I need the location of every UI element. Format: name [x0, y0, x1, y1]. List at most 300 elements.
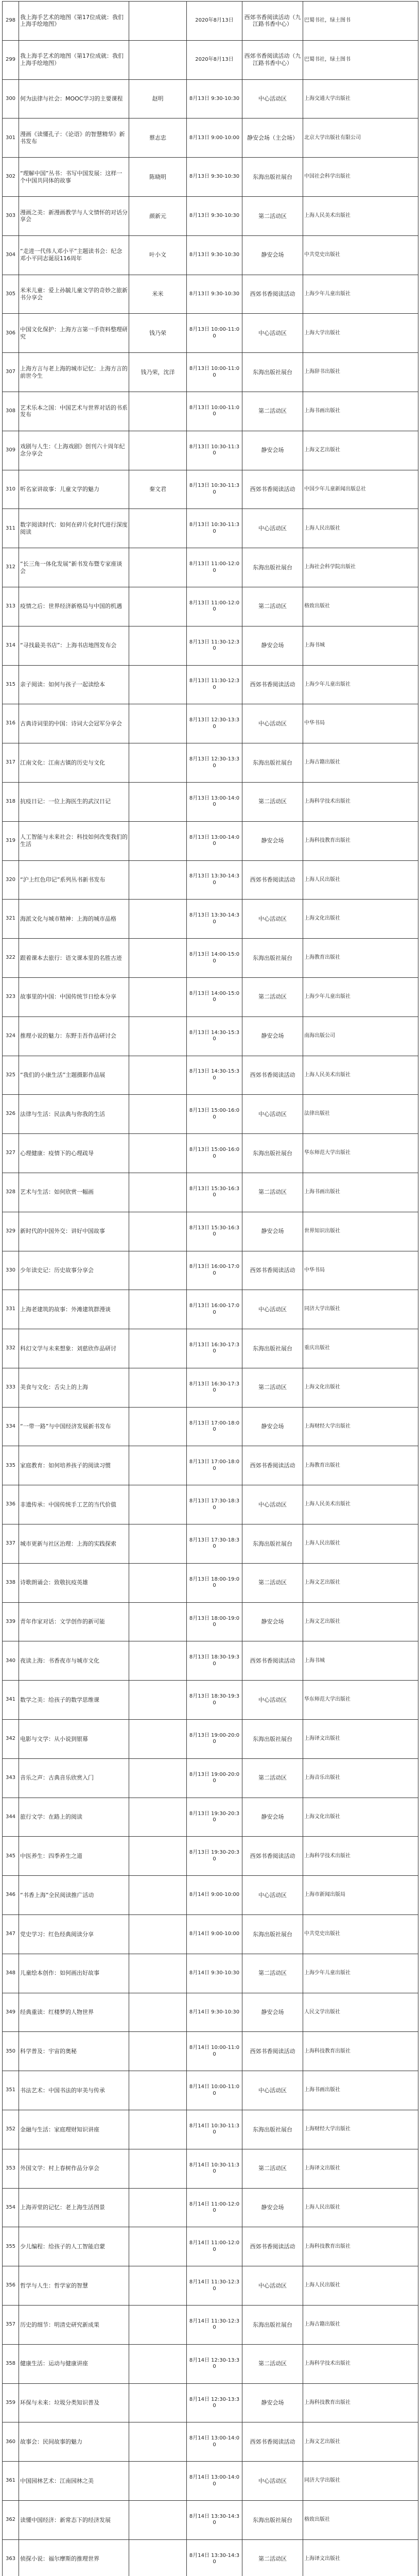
activity-time: 8月13日 10:00-11:00 [187, 353, 242, 392]
guest-name [129, 1173, 187, 1212]
organizer: 上海文艺出版社 [303, 431, 418, 470]
activity-time: 8月13日 17:00-18:00 [187, 1407, 242, 1446]
row-number: 331 [3, 1290, 19, 1329]
row-number: 330 [3, 1251, 19, 1290]
row-number: 310 [3, 470, 19, 509]
row-number: 332 [3, 1329, 19, 1368]
guest-name [129, 1915, 187, 1954]
activity-venue: 中心活动区 [242, 509, 303, 548]
activity-time: 8月13日 19:30-20:30 [187, 1837, 242, 1876]
activity-title: 书法艺术：中国书法的审美与传承 [19, 2071, 129, 2110]
activity-venue: 第二活动区 [242, 2149, 303, 2188]
guest-name [129, 665, 187, 704]
table-row [3, 1915, 418, 1954]
row-number: 329 [3, 1212, 19, 1251]
activity-title: 金融与生活：家庭理财知识讲座 [19, 2110, 129, 2149]
organizer: 上海市新闻出版局 [303, 1876, 418, 1915]
organizer: 上海音乐出版社 [303, 1758, 418, 1798]
guest-name [129, 392, 187, 431]
organizer: 华东师范大学出版社 [303, 1134, 418, 1173]
activity-time: 8月13日 9:30-10:30 [187, 158, 242, 197]
activity-venue: 东海出版社展台 [242, 1720, 303, 1759]
activity-venue: 中心活动区 [242, 900, 303, 939]
activity-time: 8月14日 12:30-13:30 [187, 2344, 242, 2383]
row-number: 304 [3, 235, 19, 275]
guest-name: 蔡志忠 [129, 118, 187, 158]
guest-name: 钱乃荣 [129, 314, 187, 353]
row-number: 351 [3, 2071, 19, 2110]
activity-time: 8月13日 12:30-13:30 [187, 704, 242, 743]
activity-title: 海派文化与城市精神：上海的城市品格 [19, 900, 129, 939]
activity-time: 8月14日 9:30-10:30 [187, 1954, 242, 1993]
table-row [3, 2306, 418, 2345]
row-number: 343 [3, 1758, 19, 1798]
activity-time: 8月13日 9:00-10:00 [187, 118, 242, 158]
organizer: 上海文化出版社 [303, 1798, 418, 1837]
activity-time: 8月14日 10:30-11:30 [187, 2149, 242, 2188]
activity-title: 外国文学：村上春树作品分享会 [19, 2149, 129, 2188]
activity-time: 8月13日 19:00-20:00 [187, 1720, 242, 1759]
activity-time: 8月13日 11:00-12:00 [187, 548, 242, 587]
activity-title: 中国文化保护：上海方言第一手资料整理研究 [19, 314, 129, 353]
organizer: 巴蜀书社，绿土图书 [303, 40, 418, 79]
organizer: 上海少年儿童出版社 [303, 977, 418, 1016]
table-row [3, 1681, 418, 1720]
activity-venue: 东海出版社展台 [242, 548, 303, 587]
table-row [3, 626, 418, 665]
activity-title: 青年作家对话：文学创作的新可能 [19, 1602, 129, 1641]
organizer: 上海科学技术出版社 [303, 782, 418, 821]
organizer: 上海古籍出版社 [303, 2306, 418, 2345]
activity-time: 2020年8月13日 [187, 40, 242, 79]
activity-time: 8月13日 9:30-10:30 [187, 235, 242, 275]
activity-venue: 第二活动区 [242, 2539, 303, 2576]
organizer: 上海书画出版社 [303, 392, 418, 431]
activity-title: 经典重读：红楼梦的人物世界 [19, 1993, 129, 2032]
organizer: 世界知识出版社 [303, 1212, 418, 1251]
activity-venue: 中心活动区 [242, 1876, 303, 1915]
row-number: 321 [3, 900, 19, 939]
activity-venue: 第二活动区 [242, 1954, 303, 1993]
activity-venue: 西郊书香阅读活动 [242, 1251, 303, 1290]
table-row [3, 2, 418, 41]
guest-name [129, 782, 187, 821]
organizer: 上海人民美术出版社 [303, 196, 418, 235]
activity-venue: 东海出版社展台 [242, 353, 303, 392]
guest-name [129, 900, 187, 939]
organizer: 法律出版社 [303, 1095, 418, 1134]
table-row [3, 431, 418, 470]
guest-name [129, 626, 187, 665]
table-row [3, 1212, 418, 1251]
row-number: 319 [3, 821, 19, 860]
activity-time: 8月14日 9:30-10:30 [187, 1993, 242, 2032]
activity-title: 侦探小说：福尔摩斯的推理世界 [19, 2539, 129, 2576]
organizer: 上海社会科学院出版社 [303, 548, 418, 587]
row-number: 352 [3, 2110, 19, 2149]
activity-title: 家庭教育：如何培养孩子的阅读习惯 [19, 1446, 129, 1485]
activity-venue: 第二活动区 [242, 587, 303, 626]
guest-name [129, 587, 187, 626]
activity-title: 我上海手艺术的地图《第17位成就：我们上海手绘地图》 [19, 2, 129, 41]
guest-name [129, 1368, 187, 1407]
table-row [3, 939, 418, 978]
table-row [3, 2110, 418, 2149]
activity-title: 非遗传承：中国传统手工艺的当代价值 [19, 1485, 129, 1524]
organizer: 同济大学出版社 [303, 2462, 418, 2501]
table-row [3, 1446, 418, 1485]
activity-title: 读懂中国经济：新常态下的经济发展 [19, 2501, 129, 2540]
table-row [3, 2539, 418, 2576]
guest-name [129, 2306, 187, 2345]
activity-time: 8月13日 13:30-14:30 [187, 860, 242, 900]
guest-name [129, 2188, 187, 2227]
table-row [3, 1641, 418, 1681]
activity-time: 8月13日 10:30-11:30 [187, 431, 242, 470]
activity-title: 历史的细节：明清史研究新成果 [19, 2306, 129, 2345]
activity-venue: 第二活动区 [242, 1368, 303, 1407]
guest-name [129, 548, 187, 587]
activity-time: 8月14日 13:00-14:00 [187, 2462, 242, 2501]
row-number: 336 [3, 1485, 19, 1524]
activity-title: 漫画《读懂孔子：《论语》的智慧精华》新书发布 [19, 118, 129, 158]
table-row [3, 548, 418, 587]
activity-title: 米米儿童：爱上孙毓儿童文学的奇妙之旅新书分享会 [19, 275, 129, 314]
activity-venue: 第二活动区 [242, 782, 303, 821]
activity-title: 中医养生：四季养生之道 [19, 1837, 129, 1876]
table-row [3, 40, 418, 79]
table-row [3, 392, 418, 431]
activity-venue: 西郊书香阅读活动（九江路书香中心） [242, 2, 303, 41]
table-row [3, 1173, 418, 1212]
row-number: 354 [3, 2188, 19, 2227]
table-row [3, 1563, 418, 1602]
activity-schedule-table [2, 1, 418, 2576]
activity-title: “沪上红色印记”系列丛书新书发布 [19, 860, 129, 900]
row-number: 335 [3, 1446, 19, 1485]
table-row [3, 79, 418, 118]
activity-title: 哲学与人生：哲学家的智慧 [19, 2266, 129, 2306]
activity-title: 跟着课本去旅行：语文课本里的名胜古迹 [19, 939, 129, 978]
activity-title: “书香上海”全民阅读推广活动 [19, 1876, 129, 1915]
row-number: 341 [3, 1681, 19, 1720]
activity-venue: 中心活动区 [242, 1290, 303, 1329]
activity-title: 上海弄堂的记忆：老上海生活图景 [19, 2188, 129, 2227]
organizer: 中国少年儿童新闻出版总社 [303, 470, 418, 509]
activity-time: 8月13日 19:00-20:00 [187, 1758, 242, 1798]
activity-venue: 东海出版社展台 [242, 939, 303, 978]
guest-name [129, 1837, 187, 1876]
activity-venue: 静安会场 [242, 821, 303, 860]
organizer: 上海科技教育出版社 [303, 2383, 418, 2422]
organizer: 上海书城 [303, 626, 418, 665]
activity-time: 8月14日 13:30-14:30 [187, 2539, 242, 2576]
activity-venue: 东海出版社展台 [242, 2110, 303, 2149]
row-number: 323 [3, 977, 19, 1016]
activity-venue: 中心活动区 [242, 704, 303, 743]
activity-title: 江南文化：江南古镇的历史与文化 [19, 743, 129, 783]
activity-title: 城市更新与社区治理：上海的实践探索 [19, 1524, 129, 1564]
activity-time: 8月13日 16:30-17:30 [187, 1368, 242, 1407]
row-number: 325 [3, 1056, 19, 1095]
guest-name [129, 939, 187, 978]
activity-title: 上海方言与老上海的城市记忆：上海方言的前世今生 [19, 353, 129, 392]
row-number: 314 [3, 626, 19, 665]
activity-title: 科幻文学与未来想象：刘慈欣作品研讨 [19, 1329, 129, 1368]
activity-time: 8月13日 15:00-16:00 [187, 1095, 242, 1134]
table-row [3, 2227, 418, 2266]
activity-time: 8月13日 18:30-19:30 [187, 1681, 242, 1720]
organizer: 上海译文出版社 [303, 2539, 418, 2576]
activity-time: 8月13日 11:30-12:30 [187, 626, 242, 665]
organizer: 上海人民出版社 [303, 509, 418, 548]
guest-name [129, 40, 187, 79]
activity-venue: 静安会场（主会场） [242, 118, 303, 158]
guest-name [129, 1056, 187, 1095]
guest-name [129, 821, 187, 860]
activity-time: 8月14日 13:30-14:30 [187, 2501, 242, 2540]
activity-venue: 西郊书香阅读活动 [242, 470, 303, 509]
guest-name [129, 2149, 187, 2188]
activity-title: 儿童绘本创作：如何画出好故事 [19, 1954, 129, 1993]
guest-name [129, 2422, 187, 2462]
activity-time: 8月13日 12:30-13:30 [187, 743, 242, 783]
activity-venue: 第二活动区 [242, 2344, 303, 2383]
table-row [3, 1524, 418, 1564]
row-number: 302 [3, 158, 19, 197]
row-number: 306 [3, 314, 19, 353]
row-number: 357 [3, 2306, 19, 2345]
organizer: 上海文艺出版社 [303, 1602, 418, 1641]
organizer: 中华书局 [303, 704, 418, 743]
row-number: 340 [3, 1641, 19, 1681]
table-row [3, 1329, 418, 1368]
activity-title: “我们的小康生活”主题摄影作品展 [19, 1056, 129, 1095]
organizer: 上海译文出版社 [303, 2149, 418, 2188]
activity-title: 戏剧与人生：《上海戏剧》创刊六十周年纪念分享会 [19, 431, 129, 470]
activity-time: 8月13日 14:00-15:00 [187, 939, 242, 978]
guest-name [129, 2, 187, 41]
activity-title: 故事里的中国：中国传统节日绘本分享 [19, 977, 129, 1016]
organizer: 上海科学技术出版社 [303, 2344, 418, 2383]
activity-venue: 中心活动区 [242, 79, 303, 118]
activity-venue: 静安会场 [242, 431, 303, 470]
guest-name [129, 1407, 187, 1446]
guest-name: 米米 [129, 275, 187, 314]
organizer: 上海书画出版社 [303, 1173, 418, 1212]
activity-venue: 东海出版社展台 [242, 2306, 303, 2345]
activity-title: 少儿编程：给孩子的人工智能启蒙 [19, 2227, 129, 2266]
guest-name [129, 704, 187, 743]
activity-title: 古典诗词里的中国：诗词大会冠军分享会 [19, 704, 129, 743]
activity-time: 8月13日 10:00-11:00 [187, 314, 242, 353]
row-number: 338 [3, 1563, 19, 1602]
activity-time: 8月13日 10:30-11:30 [187, 470, 242, 509]
organizer: 上海人民出版社 [303, 2188, 418, 2227]
table-row [3, 1368, 418, 1407]
table-row [3, 314, 418, 353]
activity-title: 亲子阅读：如何与孩子一起读绘本 [19, 665, 129, 704]
guest-name [129, 1446, 187, 1485]
guest-name: 钱乃荣，沈洋 [129, 353, 187, 392]
guest-name [129, 1290, 187, 1329]
table-row [3, 977, 418, 1016]
organizer: 上海少年儿童出版社 [303, 275, 418, 314]
row-number: 344 [3, 1798, 19, 1837]
organizer: 中国社会科学出版社 [303, 158, 418, 197]
organizer: 上海辞书出版社 [303, 353, 418, 392]
row-number: 353 [3, 2149, 19, 2188]
activity-title: 疫情之后：世界经济新格局与中国的机遇 [19, 587, 129, 626]
row-number: 299 [3, 40, 19, 79]
organizer: 华东师范大学出版社 [303, 1681, 418, 1720]
activity-time: 8月13日 18:30-19:30 [187, 1641, 242, 1681]
activity-venue: 中心活动区 [242, 2266, 303, 2306]
table-row [3, 1290, 418, 1329]
activity-time: 8月13日 16:30-17:30 [187, 1329, 242, 1368]
organizer: 上海文化出版社 [303, 1368, 418, 1407]
activity-venue: 西郊书香阅读活动（九江路书香中心） [242, 40, 303, 79]
table-row [3, 2188, 418, 2227]
table-row [3, 1758, 418, 1798]
activity-time: 8月13日 11:00-12:00 [187, 587, 242, 626]
organizer: 上海人民出版社 [303, 860, 418, 900]
row-number: 303 [3, 196, 19, 235]
activity-time: 8月13日 14:00-15:00 [187, 977, 242, 1016]
activity-venue: 西郊书香阅读活动 [242, 1056, 303, 1095]
guest-name [129, 1602, 187, 1641]
activity-venue: 中心活动区 [242, 314, 303, 353]
table-row [3, 782, 418, 821]
organizer: 上海书画出版社 [303, 2071, 418, 2110]
organizer: 上海少年儿童出版社 [303, 665, 418, 704]
activity-time: 8月14日 10:00-11:00 [187, 2071, 242, 2110]
organizer: 上海文艺出版社 [303, 2422, 418, 2462]
table-row [3, 1876, 418, 1915]
activity-venue: 第二活动区 [242, 196, 303, 235]
activity-time: 8月14日 13:00-14:00 [187, 2422, 242, 2462]
table-row [3, 2266, 418, 2306]
activity-title: 艺术与生活：如何欣赏一幅画 [19, 1173, 129, 1212]
organizer: 格致出版社 [303, 2501, 418, 2540]
activity-venue: 东海出版社展台 [242, 1134, 303, 1173]
table-row [3, 1602, 418, 1641]
table-row [3, 1056, 418, 1095]
row-number: 350 [3, 2032, 19, 2071]
table-row [3, 587, 418, 626]
row-number: 313 [3, 587, 19, 626]
organizer: 重庆出版社 [303, 1329, 418, 1368]
table-row [3, 2149, 418, 2188]
guest-name [129, 1485, 187, 1524]
organizer: 上海财经大学出版社 [303, 1407, 418, 1446]
activity-time: 8月14日 10:00-11:00 [187, 2032, 242, 2071]
activity-time: 8月13日 17:30-18:30 [187, 1524, 242, 1564]
guest-name: 颜新元 [129, 196, 187, 235]
activity-venue: 第二活动区 [242, 392, 303, 431]
row-number: 345 [3, 1837, 19, 1876]
table-row [3, 509, 418, 548]
activity-time: 8月13日 18:00-19:00 [187, 1563, 242, 1602]
organizer: 中共党史出版社 [303, 235, 418, 275]
organizer: 上海人民美术出版社 [303, 1485, 418, 1524]
row-number: 363 [3, 2539, 19, 2576]
table-row [3, 2422, 418, 2462]
organizer: 上海文化出版社 [303, 900, 418, 939]
table-row [3, 2032, 418, 2071]
activity-venue: 西郊书香阅读活动 [242, 1641, 303, 1681]
row-number: 347 [3, 1915, 19, 1954]
activity-venue: 西郊书香阅读活动 [242, 2227, 303, 2266]
guest-name [129, 2227, 187, 2266]
table-row [3, 2071, 418, 2110]
table-row [3, 743, 418, 783]
guest-name [129, 1798, 187, 1837]
organizer: 上海交通大学出版社 [303, 79, 418, 118]
row-number: 305 [3, 275, 19, 314]
table-row [3, 821, 418, 860]
activity-venue: 静安会场 [242, 1798, 303, 1837]
row-number: 359 [3, 2383, 19, 2422]
activity-title: “长三角一体化发展”新书发布暨专家座谈会 [19, 548, 129, 587]
row-number: 362 [3, 2501, 19, 2540]
row-number: 298 [3, 2, 19, 41]
table-row [3, 1720, 418, 1759]
table-row [3, 196, 418, 235]
activity-venue: 中心活动区 [242, 1485, 303, 1524]
table-row [3, 1954, 418, 1993]
table-row [3, 2344, 418, 2383]
activity-venue: 中心活动区 [242, 1681, 303, 1720]
guest-name [129, 1758, 187, 1798]
guest-name [129, 1954, 187, 1993]
activity-venue: 中心活动区 [242, 2462, 303, 2501]
activity-title: 环保与未来：垃圾分类知识普及 [19, 2383, 129, 2422]
activity-venue: 东海出版社展台 [242, 1915, 303, 1954]
organizer: 上海人民出版社 [303, 2266, 418, 2306]
row-number: 315 [3, 665, 19, 704]
activity-time: 2020年8月13日 [187, 2, 242, 41]
activity-time: 8月13日 14:30-15:30 [187, 1016, 242, 1056]
guest-name [129, 1016, 187, 1056]
row-number: 309 [3, 431, 19, 470]
guest-name: 赵明 [129, 79, 187, 118]
activity-venue: 第二活动区 [242, 977, 303, 1016]
guest-name [129, 1524, 187, 1564]
activity-time: 8月14日 9:00-10:00 [187, 1876, 242, 1915]
activity-venue: 静安会场 [242, 2188, 303, 2227]
guest-name [129, 2032, 187, 2071]
activity-time: 8月14日 9:00-10:00 [187, 1915, 242, 1954]
activity-time: 8月13日 16:00-17:00 [187, 1251, 242, 1290]
activity-venue: 第二活动区 [242, 1758, 303, 1798]
activity-venue: 东海出版社展台 [242, 158, 303, 197]
guest-name [129, 2110, 187, 2149]
activity-venue: 东海出版社展台 [242, 743, 303, 783]
organizer: 格致出版社 [303, 587, 418, 626]
activity-title: 健康生活：运动与健康讲座 [19, 2344, 129, 2383]
guest-name [129, 1134, 187, 1173]
activity-venue: 东海出版社展台 [242, 1329, 303, 1368]
table-row [3, 1993, 418, 2032]
activity-title: 法律与生活：民法典与你我的生活 [19, 1095, 129, 1134]
row-number: 349 [3, 1993, 19, 2032]
table-row [3, 353, 418, 392]
activity-title: “一带一路”与中国经济发展新书发布 [19, 1407, 129, 1446]
guest-name [129, 509, 187, 548]
table-row [3, 2501, 418, 2540]
organizer: 同济大学出版社 [303, 1290, 418, 1329]
